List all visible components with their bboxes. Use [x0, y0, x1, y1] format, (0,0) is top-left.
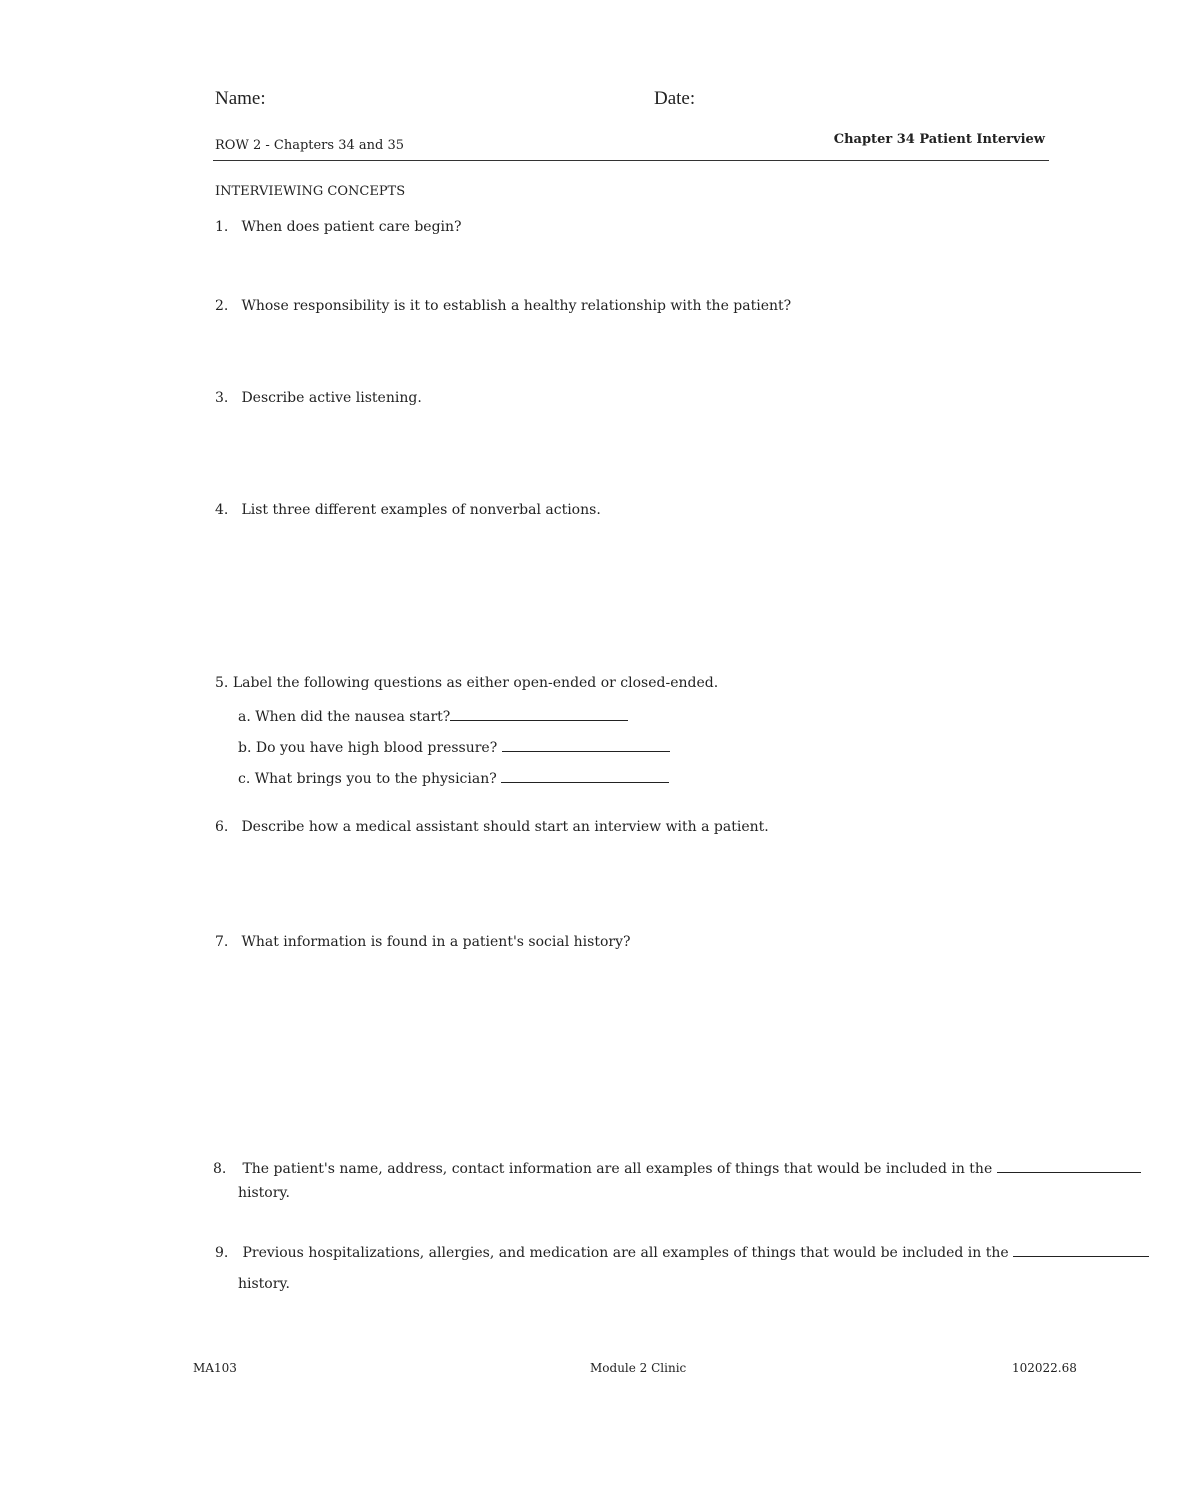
question-text: Whose responsibility is it to establish a healthy relationship with the patient? [241, 298, 792, 314]
footer-module: Module 2 Clinic [590, 1361, 687, 1375]
question-7 [215, 934, 630, 950]
question-5 [215, 675, 718, 691]
answer-blank[interactable] [450, 706, 628, 721]
sub-question-text: b. Do you have high blood pressure? [238, 740, 498, 756]
question-9 [215, 1242, 1149, 1261]
header-divider [213, 160, 1049, 161]
question-number: 5. [215, 675, 229, 691]
question-4 [215, 502, 601, 518]
question-number: 2. [215, 298, 229, 314]
question-8 [213, 1158, 1141, 1177]
answer-blank[interactable] [502, 737, 670, 752]
question-text: Previous hospitalizations, allergies, and medication are all examples of things that would be included in the [242, 1245, 1009, 1261]
question-2 [215, 298, 791, 314]
question-text: The patient's name, address, contact information are all examples of things that would be included in the [242, 1161, 993, 1177]
question-number: 3. [215, 390, 229, 406]
sub-question-c [238, 768, 669, 787]
question-text: Describe how a medical assistant should start an interview with a patient. [241, 819, 769, 835]
chapter-title: Chapter 34 Patient Interview [833, 132, 1045, 147]
question-3 [215, 390, 422, 406]
sub-question-text: c. What brings you to the physician? [238, 771, 497, 787]
question-number: 4. [215, 502, 229, 518]
sub-question-a [238, 706, 628, 725]
section-title: INTERVIEWING CONCEPTS [215, 184, 406, 199]
question-1 [215, 219, 462, 235]
row-chapters-label: ROW 2 - Chapters 34 and 35 [215, 138, 404, 153]
date-label: Date: [654, 88, 696, 109]
sub-question-b [238, 737, 670, 756]
answer-blank[interactable] [997, 1158, 1141, 1173]
question-8-continuation: history. [238, 1185, 290, 1201]
question-number: 9. [215, 1245, 229, 1261]
answer-blank[interactable] [1013, 1242, 1149, 1257]
sub-question-text: a. When did the nausea start? [238, 709, 451, 725]
question-text: Label the following questions as either open-ended or closed-ended. [232, 675, 719, 691]
answer-blank[interactable] [501, 768, 669, 783]
question-text: Describe active listening. [241, 390, 422, 406]
footer-course-code: MA103 [193, 1361, 237, 1375]
question-6 [215, 819, 769, 835]
question-text: List three different examples of nonverbal actions. [241, 502, 601, 518]
question-number: 6. [215, 819, 229, 835]
footer-doc-id: 102022.68 [1012, 1361, 1077, 1375]
question-text: When does patient care begin? [241, 219, 462, 235]
question-number: 7. [215, 934, 229, 950]
name-label: Name: [215, 88, 266, 109]
question-number: 1. [215, 219, 229, 235]
question-text: What information is found in a patient's social history? [241, 934, 631, 950]
question-number: 8. [213, 1161, 227, 1177]
question-9-continuation: history. [238, 1276, 290, 1292]
